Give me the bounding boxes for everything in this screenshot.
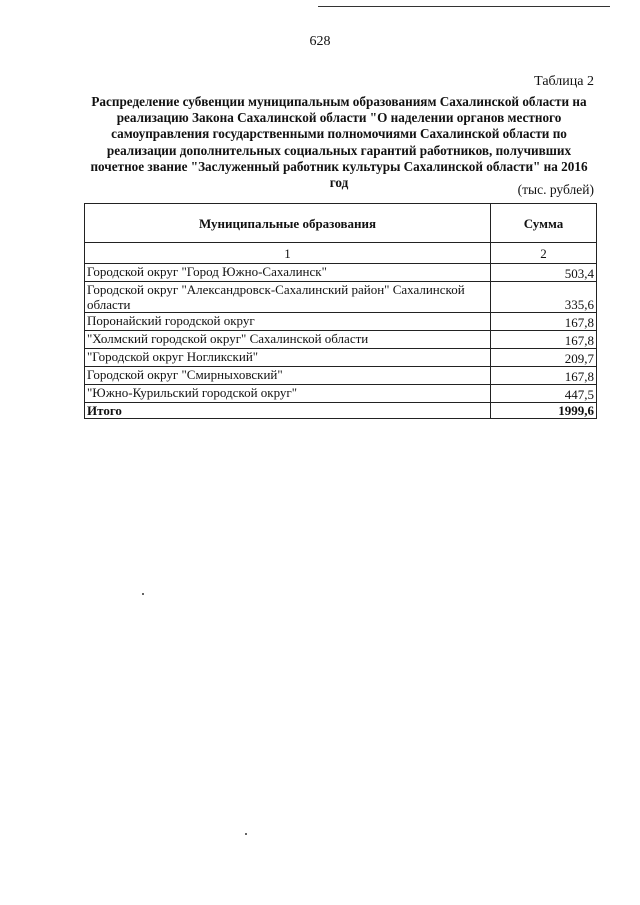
municipality-name: Поронайский городской округ xyxy=(85,313,491,331)
scan-speck xyxy=(142,593,144,595)
municipality-name: Городской округ "Город Южно-Сахалинск" xyxy=(85,264,491,282)
units-label: (тыс. рублей) xyxy=(517,182,594,197)
subsidy-amount: 335,6 xyxy=(491,282,597,313)
top-rule xyxy=(318,6,610,7)
document-title: Распределение субвенции муниципальным образованиям Сахалинской области на реализацию Закона Сахалинской области "О наделении органов местного самоуправления государственными полномочиями Сахалинской области по реализации дополнительных социальных гарантий работников, получивших почетное звание "Заслуженный работник культуры Сахалинской области" на 2016 год xyxy=(90,94,588,191)
municipality-name: "Южно-Курильский городской округ" xyxy=(85,385,491,403)
header-amount: Сумма xyxy=(491,204,597,243)
total-amount: 1999,6 xyxy=(491,403,597,419)
table-row xyxy=(85,367,597,385)
subsidy-amount: 167,8 xyxy=(491,313,597,331)
municipality-name: "Холмский городской округ" Сахалинской области xyxy=(85,331,491,349)
table-row xyxy=(85,264,597,282)
total-row xyxy=(85,403,597,419)
table-row xyxy=(85,349,597,367)
table-header-row xyxy=(85,204,597,243)
municipality-name: Городской округ "Александровск-Сахалинский район" Сахалинской области xyxy=(85,282,491,313)
header-municipality: Муниципальные образования xyxy=(85,204,491,243)
municipality-name: "Городской округ Ногликский" xyxy=(85,349,491,367)
table-label: Таблица 2 xyxy=(534,74,594,89)
table-row xyxy=(85,282,597,313)
column-number-row xyxy=(85,243,597,264)
municipality-name: Городской округ "Смирныховский" xyxy=(85,367,491,385)
page-number: 628 xyxy=(309,34,331,49)
subsidy-table xyxy=(84,203,597,419)
scan-speck xyxy=(245,833,247,835)
column-number-1: 1 xyxy=(85,243,491,264)
subsidy-amount: 447,5 xyxy=(491,385,597,403)
subsidy-amount: 167,8 xyxy=(491,367,597,385)
subsidy-amount: 209,7 xyxy=(491,349,597,367)
total-label: Итого xyxy=(85,403,491,419)
table-row xyxy=(85,331,597,349)
column-number-2: 2 xyxy=(491,243,597,264)
subsidy-amount: 167,8 xyxy=(491,331,597,349)
subsidy-amount: 503,4 xyxy=(491,264,597,282)
table-row xyxy=(85,385,597,403)
table-row xyxy=(85,313,597,331)
